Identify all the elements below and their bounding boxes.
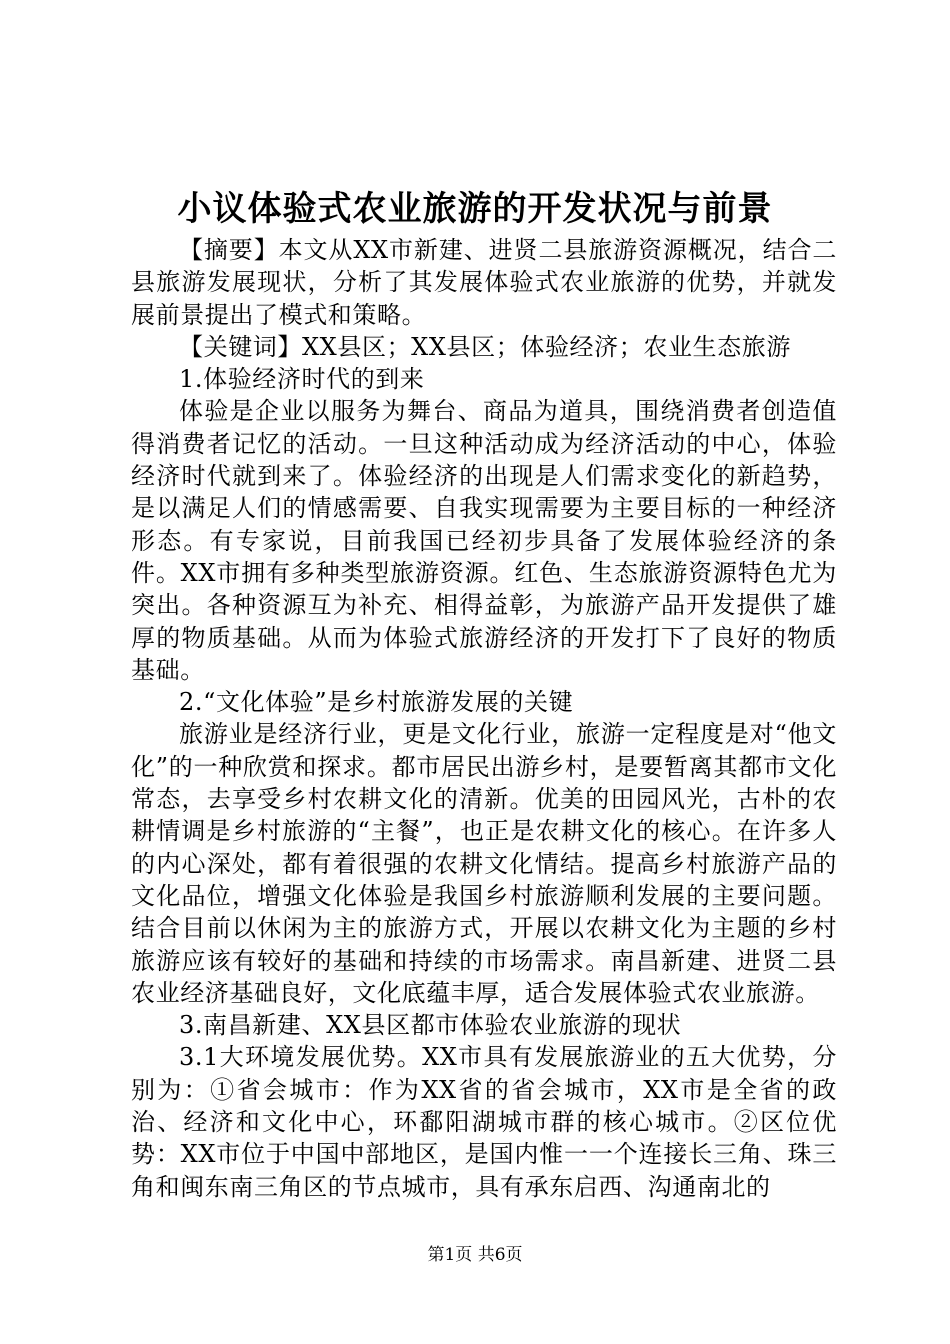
section-heading-1: 1.体验经济时代的到来 xyxy=(179,365,425,394)
section-heading-2: 2.“文化体验”是乡村旅游发展的关键 xyxy=(179,688,574,717)
abstract-paragraph: 【摘要】本文从XX市新建、进贤二县旅游资源概况，结合二县旅游发展现状，分析了其发展体验式农业旅游的优势，并就发展前景提出了模式和策略。 xyxy=(131,236,837,329)
keywords-paragraph: 【关键词】XX县区；XX县区；体验经济；农业生态旅游 xyxy=(179,332,791,361)
section-heading-3: 3.南昌新建、XX县区都市体验农业旅游的现状 xyxy=(179,1011,682,1040)
body-paragraph-1: 体验是企业以服务为舞台、商品为道具，围绕消费者创造值得消费者记忆的活动。一旦这种活动成为经济活动的中心，体验经济时代就到来了。体验经济的出现是人们需求变化的新趋势，是以满足人们的情感需要、自我实现需要为主要目标的一种经济形态。有专家说，目前我国已经初步具备了发展体验经济的条件。XX市拥有多种类型旅游资源。红色、生态旅游资源特色尤为突出。各种资源互为补充、相得益彰，为旅游产品开发提供了雄厚的物质基础。从而为体验式旅游经济的开发打下了良好的物质基础。 xyxy=(131,397,837,684)
document-body xyxy=(131,234,837,1203)
body-paragraph-3: 3.1大环境发展优势。XX市具有发展旅游业的五大优势，分别为：①省会城市：作为XX省的省会城市，XX市是全省的政治、经济和文化中心，环鄱阳湖城市群的核心城市。②区位优势：XX市位于中国中部地区，是国内惟一一个连接长三角、珠三角和闽东南三角区的节点城市，具有承东启西、沟通南北的 xyxy=(131,1043,837,1201)
body-paragraph-2: 旅游业是经济行业，更是文化行业，旅游一定程度是对“他文化”的一种欣赏和探求。都市居民出游乡村，是要暂离其都市文化常态，去享受乡村农耕文化的清新。优美的田园风光，古朴的农耕情调是乡村旅游的“主餐”，也正是农耕文化的核心。在许多人的内心深处，都有着很强的农耕文化情结。提高乡村旅游产品的文化品位，增强文化体验是我国乡村旅游顺利发展的主要问题。结合目前以休闲为主的旅游方式，开展以农耕文化为主题的乡村旅游应该有较好的基础和持续的市场需求。南昌新建、进贤二县农业经济基础良好，文化底蕴丰厚，适合发展体验式农业旅游。 xyxy=(131,720,837,1007)
page-footer: 第1页 共6页 xyxy=(427,1245,523,1265)
document-title: 小议体验式农业旅游的开发状况与前景 xyxy=(177,189,773,229)
